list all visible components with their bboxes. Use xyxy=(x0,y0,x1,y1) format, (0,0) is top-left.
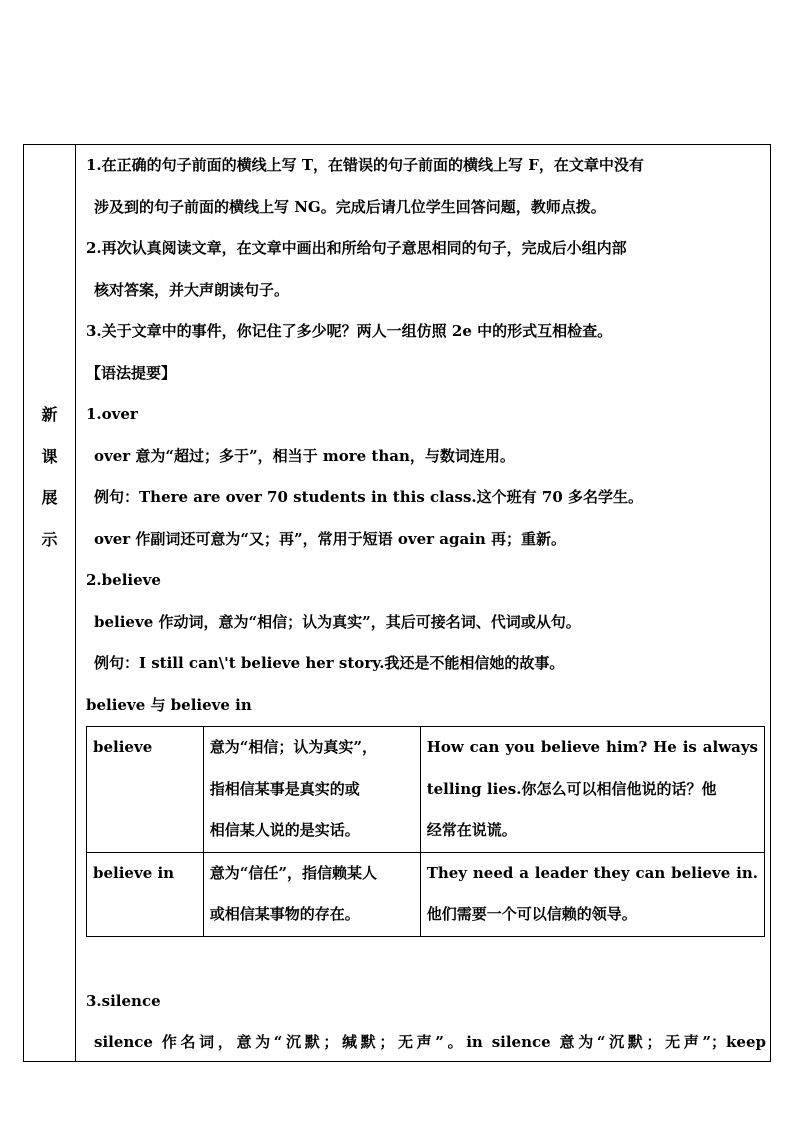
term-cell xyxy=(87,727,204,853)
meaning-line: 意为“相信；认为真实”， xyxy=(209,738,377,756)
table-row xyxy=(87,727,765,853)
meaning-line: 意为“信任”，指信赖某人 xyxy=(209,863,377,882)
over-definition: over 意为“超过；多于”，相当于 more than，与数词连用。 xyxy=(94,446,515,465)
example-line: How can you believe him? He is always xyxy=(426,738,758,756)
section-label-char: 示 xyxy=(41,529,58,549)
task-2-line-2: 核对答案，并大声朗读句子。 xyxy=(94,280,290,299)
grammar-heading: 【语法提要】 xyxy=(86,363,177,382)
over-example: 例句：There are over 70 students in this class.这个班有 70 多名学生。 xyxy=(94,488,643,506)
section-label-char: 新 xyxy=(41,405,58,424)
task-1-line-2: 涉及到的句子前面的横线上写 NG。完成后请几位学生回答问题，教师点拨。 xyxy=(94,197,606,216)
task-1-line-1: 1.在正确的句子前面的横线上写 T，在错误的句子前面的横线上写 F，在文章中没有 xyxy=(86,156,644,174)
over-adverb-note: over 作副词还可意为“又；再”，常用于短语 over again 再；重新。 xyxy=(94,529,567,548)
example-line: 经常在说谎。 xyxy=(426,821,517,839)
believe-definition: believe 作动词，意为“相信；认为真实”，其后可接名词、代词或从句。 xyxy=(94,612,581,631)
meaning-cell xyxy=(203,852,420,936)
term-text: believe xyxy=(93,738,153,756)
meaning-line: 相信某人说的是实话。 xyxy=(209,821,360,839)
section-label-char: 课 xyxy=(41,446,58,466)
term-cell xyxy=(87,852,204,936)
example-cell xyxy=(420,727,764,853)
meaning-line: 指相信某事是真实的或 xyxy=(209,779,360,798)
content-table xyxy=(23,144,771,1062)
example-line: They need a leader they can believe in. xyxy=(426,863,758,882)
believe-comparison-table xyxy=(86,726,765,937)
believe-title: 2.believe xyxy=(86,571,161,589)
section-label-cell xyxy=(24,145,76,1061)
section-label-char: 展 xyxy=(41,488,58,507)
silence-title: 3.silence xyxy=(86,991,161,1010)
example-line: 他们需要一个可以信赖的领导。 xyxy=(426,905,637,923)
believe-example: 例句：I still can\'t believe her story.我还是不能相信她的故事。 xyxy=(94,654,565,672)
example-cell xyxy=(420,852,764,936)
example-line: telling lies.你怎么可以相信他说的话？他 xyxy=(426,779,717,798)
meaning-cell xyxy=(203,727,420,853)
section-content xyxy=(76,145,770,1061)
term-text: believe in xyxy=(93,863,175,882)
table-row xyxy=(87,852,765,936)
task-2-line-1: 2.再次认真阅读文章，在文章中画出和所给句子意思相同的句子，完成后小组内部 xyxy=(86,239,627,257)
silence-definition: silence 作名词，意为“沉默；缄默；无声”。in silence 意为“沉默；无声”；keep xyxy=(94,1033,766,1051)
compare-title: believe 与 believe in xyxy=(86,695,252,714)
spacer xyxy=(86,937,766,981)
over-title: 1.over xyxy=(86,405,138,423)
meaning-line: 或相信某事物的存在。 xyxy=(209,905,360,923)
section-label xyxy=(24,403,75,569)
task-3-line: 3.关于文章中的事件，你记住了多少呢？两人一组仿照 2e 中的形式互相检查。 xyxy=(86,322,613,340)
